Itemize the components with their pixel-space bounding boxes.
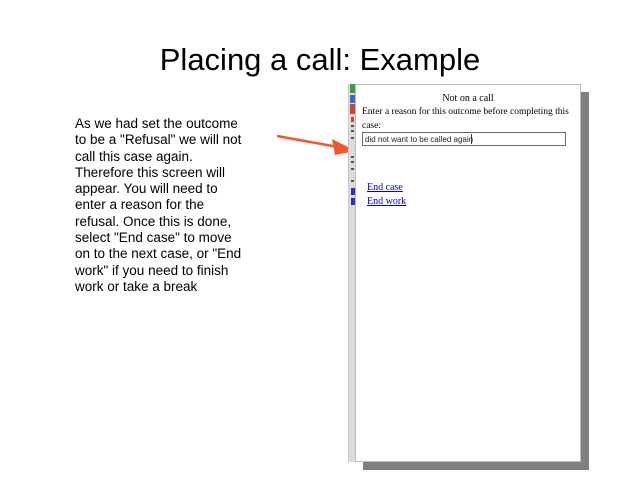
screenshot-heading: Not on a call (442, 93, 494, 104)
body-text (75, 116, 285, 295)
body-text-line: enter a reason for the (75, 197, 205, 213)
screenshot-prompt: case: (362, 121, 381, 131)
sliver-text-fragment (351, 125, 354, 127)
body-text-line: Therefore this screen will (75, 164, 226, 180)
end-case-link[interactable]: End case (367, 182, 403, 193)
screenshot-panel (355, 84, 581, 462)
body-text-line: to be a "Refusal" we will not (75, 132, 242, 148)
reason-input[interactable] (362, 132, 566, 146)
body-text-line: call this case again. (75, 148, 193, 164)
sliver-text-fragment (351, 130, 354, 132)
page-title: Placing a call: Example (159, 42, 481, 77)
body-text-line: select "End case" to move (75, 230, 232, 246)
screenshot-edge-sliver (348, 84, 355, 462)
body-text-line: As we had set the outcome (75, 116, 238, 131)
end-work-link[interactable]: End work (367, 196, 407, 207)
body-text-line: on to the next case, or "End (75, 246, 242, 262)
sliver-text-fragment (351, 137, 354, 139)
body-text-line: refusal. Once this is done, (75, 213, 232, 229)
sliver-text-fragment (351, 156, 354, 158)
sliver-text-fragment (351, 168, 354, 170)
text-caret (471, 134, 472, 144)
sliver-text-fragment (351, 180, 354, 182)
screenshot-prompt: Enter a reason for this outcome before completing this (362, 107, 569, 117)
body-text-line: work" if you need to finish (75, 262, 229, 278)
sliver-fragment-red (351, 117, 354, 122)
sliver-text-fragment (351, 161, 354, 163)
body-text-line: appear. You will need to (75, 181, 218, 197)
body-text-line: work or take a break (75, 278, 198, 294)
